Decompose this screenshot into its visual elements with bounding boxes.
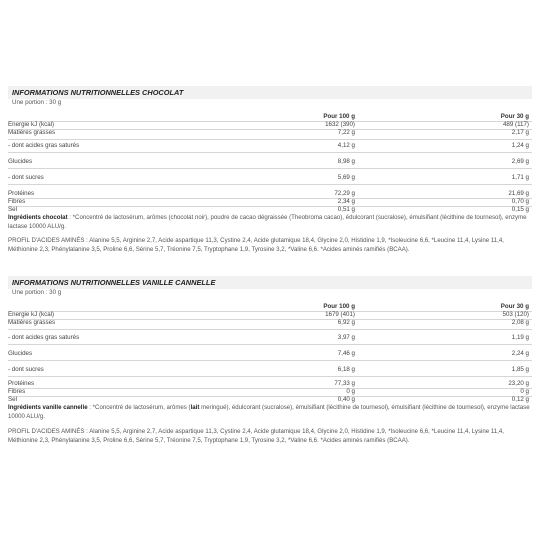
- ingredients-list: : *Concentré de lactosérum, arômes (chocolat noir), poudre de cacao dégraissée (Theobroma cacao), édulcorant (sucralose), émulsifiant (lécithine de tournesol), enzyme lactase 10000 ALU/g.: [8, 214, 527, 230]
- row-value-30g: 2,08 g: [511, 319, 529, 326]
- row-label: Protéines: [8, 380, 35, 387]
- divider: [8, 329, 532, 330]
- row-value-100g: 72,29 g: [334, 190, 355, 197]
- row-value-100g: 3,97 g: [337, 334, 355, 341]
- table-row: [0, 206, 540, 214]
- table-row: [0, 142, 540, 150]
- row-value-30g: 21,69 g: [508, 190, 529, 197]
- divider: [8, 360, 532, 361]
- chocolat-portion: Une portion : 30 g: [12, 99, 62, 106]
- chocolat-col-30g: Pour 30 g: [500, 113, 529, 120]
- chocolat-title: INFORMATIONS NUTRITIONNELLES CHOCOLAT: [8, 86, 532, 99]
- allergen-milk: lait: [190, 404, 200, 411]
- row-value-30g: 0 g: [520, 388, 529, 395]
- divider: [8, 184, 532, 185]
- amino-acid-profile: PROFIL D'ACIDES AMINÉS : Alanine 5,5, Arginine 2,7, Acide aspartique 11,3, Cystine 2,4, Acide glutamique 18,4, Glycine 2,0, Histidine 1,9, *Isoleucine 6,6, *Leucine 11,4, Lysine 11,4, Méthionine 2,3, Phénylalanine 3,5, Proline 6,6, Sérine 5,7, Tréonine 7,5, Tryptophane 1,9, Tyrosine 3,2, *Valine 6,6. *Acides aminés ramifiés (BCAA).: [8, 428, 504, 444]
- ingredients-text: [8, 214, 532, 231]
- row-label: Sel: [8, 206, 17, 213]
- row-label: - dont acides gras saturés: [8, 334, 80, 341]
- row-value-30g: 23,20 g: [508, 380, 529, 387]
- table-row: [0, 121, 540, 129]
- chocolat-col-100g: Pour 100 g: [323, 113, 355, 120]
- vanille-title: INFORMATIONS NUTRITIONNELLES VANILLE CANNELLE: [8, 276, 532, 289]
- row-label: - dont sucres: [8, 366, 44, 373]
- row-value-100g: 7,46 g: [337, 350, 355, 357]
- row-label: Glucides: [8, 158, 33, 165]
- divider: [8, 344, 532, 345]
- row-value-30g: 1,24 g: [511, 142, 529, 149]
- table-row: [0, 319, 540, 327]
- row-value-100g: 0,40 g: [337, 396, 355, 403]
- vanille-portion: Une portion : 30 g: [12, 289, 62, 296]
- row-value-30g: 0,15 g: [511, 206, 529, 213]
- vanille-col-100g: Pour 100 g: [323, 303, 355, 310]
- table-row: [0, 380, 540, 388]
- row-label: Glucides: [8, 350, 33, 357]
- row-value-100g: 7,22 g: [337, 129, 355, 136]
- row-value-100g: 0,51 g: [337, 206, 355, 213]
- row-value-100g: 8,98 g: [337, 158, 355, 165]
- table-row: [0, 366, 540, 374]
- row-label: Energie kJ (kcal): [8, 311, 55, 318]
- row-value-30g: 1,19 g: [511, 334, 529, 341]
- row-value-30g: 489 (117): [502, 121, 529, 128]
- row-value-100g: 6,92 g: [337, 319, 355, 326]
- divider: [8, 139, 532, 140]
- table-row: [0, 388, 540, 396]
- table-row: [0, 158, 540, 166]
- table-row: [0, 396, 540, 404]
- row-label: Sel: [8, 396, 17, 403]
- row-label: Fibres: [8, 198, 26, 205]
- row-value-30g: 2,24 g: [511, 350, 529, 357]
- row-value-30g: 503 (120): [502, 311, 529, 318]
- ingredients-text: [8, 404, 532, 421]
- row-label: Protéines: [8, 190, 35, 197]
- row-label: Matières grasses: [8, 129, 56, 136]
- row-value-30g: 2,69 g: [511, 158, 529, 165]
- row-label: - dont acides gras saturés: [8, 142, 80, 149]
- amino-acid-profile: PROFIL D'ACIDES AMINÉS : Alanine 5,5, Arginine 2,7, Acide aspartique 11,3, Cystine 2,4, Acide glutamique 18,4, Glycine 2,0, Histidine 1,9, *Isoleucine 6,6, *Leucine 11,4, Lysine 11,4, Méthionine 2,3, Phénylalanine 3,5, Proline 6,6, Sérine 5,7, Tréonine 7,5, Tryptophane 1,9, Tyrosine 3,2, *Valine 6,6. *Acides aminés ramifiés (BCAA).: [8, 237, 504, 253]
- table-row: [0, 350, 540, 358]
- ingredients-label: Ingrédients chocolat: [8, 214, 68, 221]
- row-value-100g: 77,33 g: [334, 380, 355, 387]
- row-value-100g: 6,18 g: [337, 366, 355, 373]
- divider: [8, 168, 532, 169]
- row-value-100g: 1632 (390): [325, 121, 355, 128]
- ingredients-label: Ingrédients vanille cannelle: [8, 404, 88, 411]
- table-row: [0, 190, 540, 198]
- row-value-30g: 1,71 g: [511, 174, 529, 181]
- row-label: Fibres: [8, 388, 26, 395]
- row-value-30g: 2,17 g: [511, 129, 529, 136]
- row-value-30g: 0,70 g: [511, 198, 529, 205]
- table-row: [0, 174, 540, 182]
- row-value-100g: 2,34 g: [337, 198, 355, 205]
- row-value-30g: 0,12 g: [511, 396, 529, 403]
- ingredients-list-part-a: : *Concentré de lactosérum, arômes (: [87, 404, 191, 411]
- row-value-100g: 5,69 g: [337, 174, 355, 181]
- divider: [8, 152, 532, 153]
- table-row: [0, 334, 540, 342]
- row-value-100g: 1679 (401): [325, 311, 355, 318]
- row-value-100g: 4,12 g: [337, 142, 355, 149]
- vanille-col-30g: Pour 30 g: [500, 303, 529, 310]
- table-row: [0, 311, 540, 319]
- ingredients-list-part-b: meringué), édulcorant (sucralose), émulsifiant (lécithine de tournesol), émulsifiant (lécithine de tournesol), enzyme lactase 10000 ALU/g.: [8, 404, 530, 420]
- divider: [8, 376, 532, 377]
- row-label: Energie kJ (kcal): [8, 121, 55, 128]
- table-row: [0, 129, 540, 137]
- row-label: - dont sucres: [8, 174, 44, 181]
- table-row: [0, 198, 540, 206]
- row-label: Matières grasses: [8, 319, 56, 326]
- row-value-100g: 0 g: [346, 388, 355, 395]
- row-value-30g: 1,85 g: [511, 366, 529, 373]
